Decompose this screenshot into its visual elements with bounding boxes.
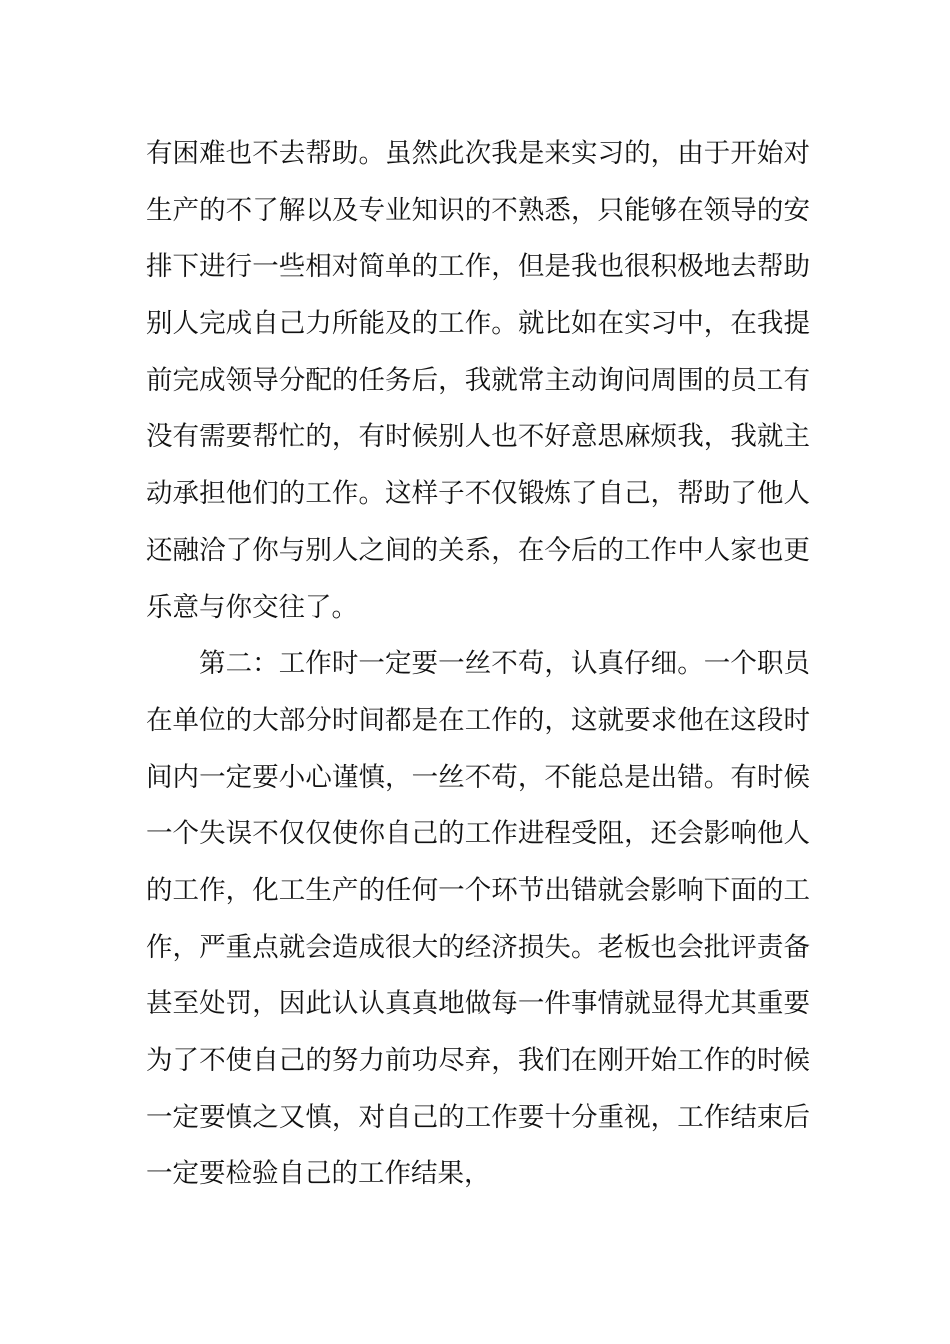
document-body [146, 126, 810, 1203]
text-line: 在单位的大部分时间都是在工作的，这就要求他在这段时 [146, 704, 810, 736]
text-line: 一定要检验自己的工作结果， [146, 1158, 491, 1190]
text-line: 第二：工作时一定要一丝不苟，认真仔细。一个职员 [199, 648, 810, 680]
text-line: 生产的不了解以及专业知识的不熟悉，只能够在领导的安 [146, 194, 810, 226]
text-line: 甚至处罚，因此认认真真地做每一件事情就显得尤其重要 [146, 988, 810, 1020]
text-line: 有困难也不去帮助。虽然此次我是来实习的，由于开始对 [146, 138, 810, 169]
text-line: 前完成领导分配的任务后，我就常主动询问周围的员工有 [146, 364, 810, 396]
text-line: 乐意与你交往了。 [146, 591, 358, 623]
paragraph-1 [146, 126, 810, 636]
paragraph-2 [146, 636, 810, 1203]
text-line: 别人完成自己力所能及的工作。就比如在实习中，在我提 [146, 308, 810, 340]
text-line: 间内一定要小心谨慎，一丝不苟，不能总是出错。有时候 [146, 761, 810, 793]
text-line: 作，严重点就会造成很大的经济损失。老板也会批评责备 [146, 931, 810, 963]
text-line: 动承担他们的工作。这样子不仅锻炼了自己，帮助了他人 [146, 478, 810, 510]
text-line: 还融洽了你与别人之间的关系，在今后的工作中人家也更 [146, 534, 810, 566]
text-line: 一个失误不仅仅使你自己的工作进程受阻，还会影响他人 [146, 818, 810, 850]
text-line: 一定要慎之又慎，对自己的工作要十分重视，工作结束后 [146, 1101, 810, 1133]
text-line: 的工作，化工生产的任何一个环节出错就会影响下面的工 [146, 874, 810, 906]
text-line: 排下进行一些相对简单的工作，但是我也很积极地去帮助 [146, 251, 810, 283]
text-line: 没有需要帮忙的，有时候别人也不好意思麻烦我，我就主 [146, 421, 810, 453]
text-line: 为了不使自己的努力前功尽弃，我们在刚开始工作的时候 [146, 1045, 810, 1076]
